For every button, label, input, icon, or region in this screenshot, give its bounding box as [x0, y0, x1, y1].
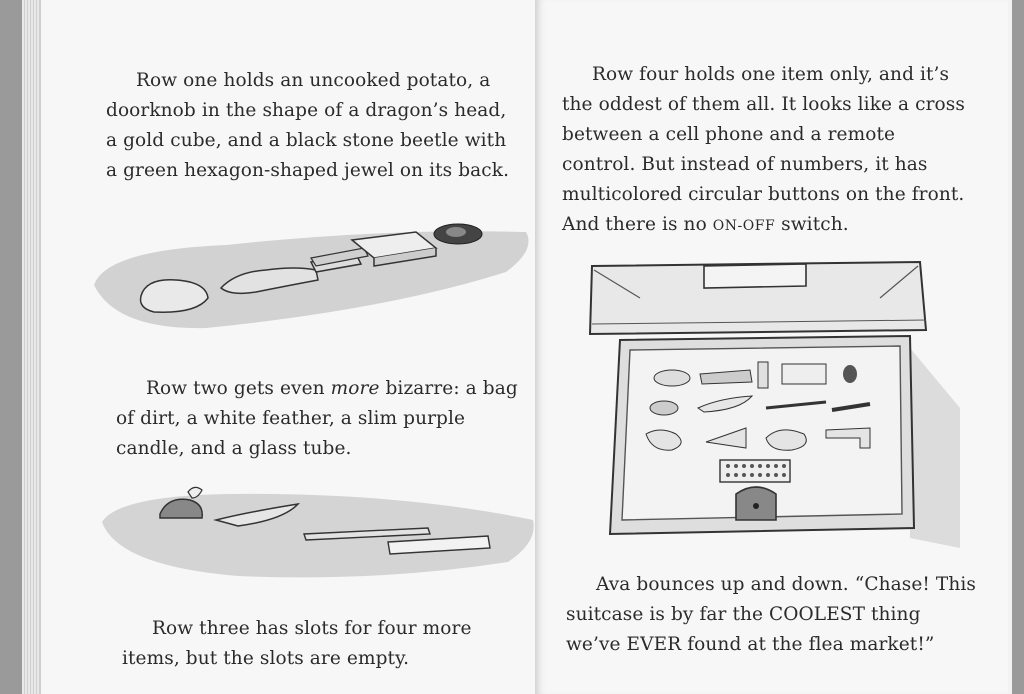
row-two-illustration — [98, 482, 538, 582]
left-paragraph-2: Row two gets even more bizarre: a bag of dirt, a white feather, a slim purple candle, and a glass tube. — [116, 378, 518, 459]
suitcase-illustration — [580, 258, 970, 558]
right-paragraph-1: Row four holds one item only, and it’s the oddest of them all. It looks like a cross between a cell phone and a remote control. But instead of numbers, it has multicolored circular buttons on the front. And there is no ON-OFF switch. — [562, 64, 965, 235]
page-edges — [22, 0, 42, 694]
left-paragraph-3: Row three has slots for four more items, but the slots are empty. — [122, 618, 472, 669]
left-paragraph-1: Row one holds an uncooked potato, a doorknob in the shape of a dragon’s head, a gold cube, and a black stone beetle with a green hexagon-shaped jewel on its back. — [106, 70, 510, 181]
row-one-illustration — [86, 210, 536, 340]
right-paragraph-2: Ava bounces up and down. “Chase! This suitcase is by far the COOLEST thing we’ve EVER found at the flea market!” — [566, 574, 976, 655]
